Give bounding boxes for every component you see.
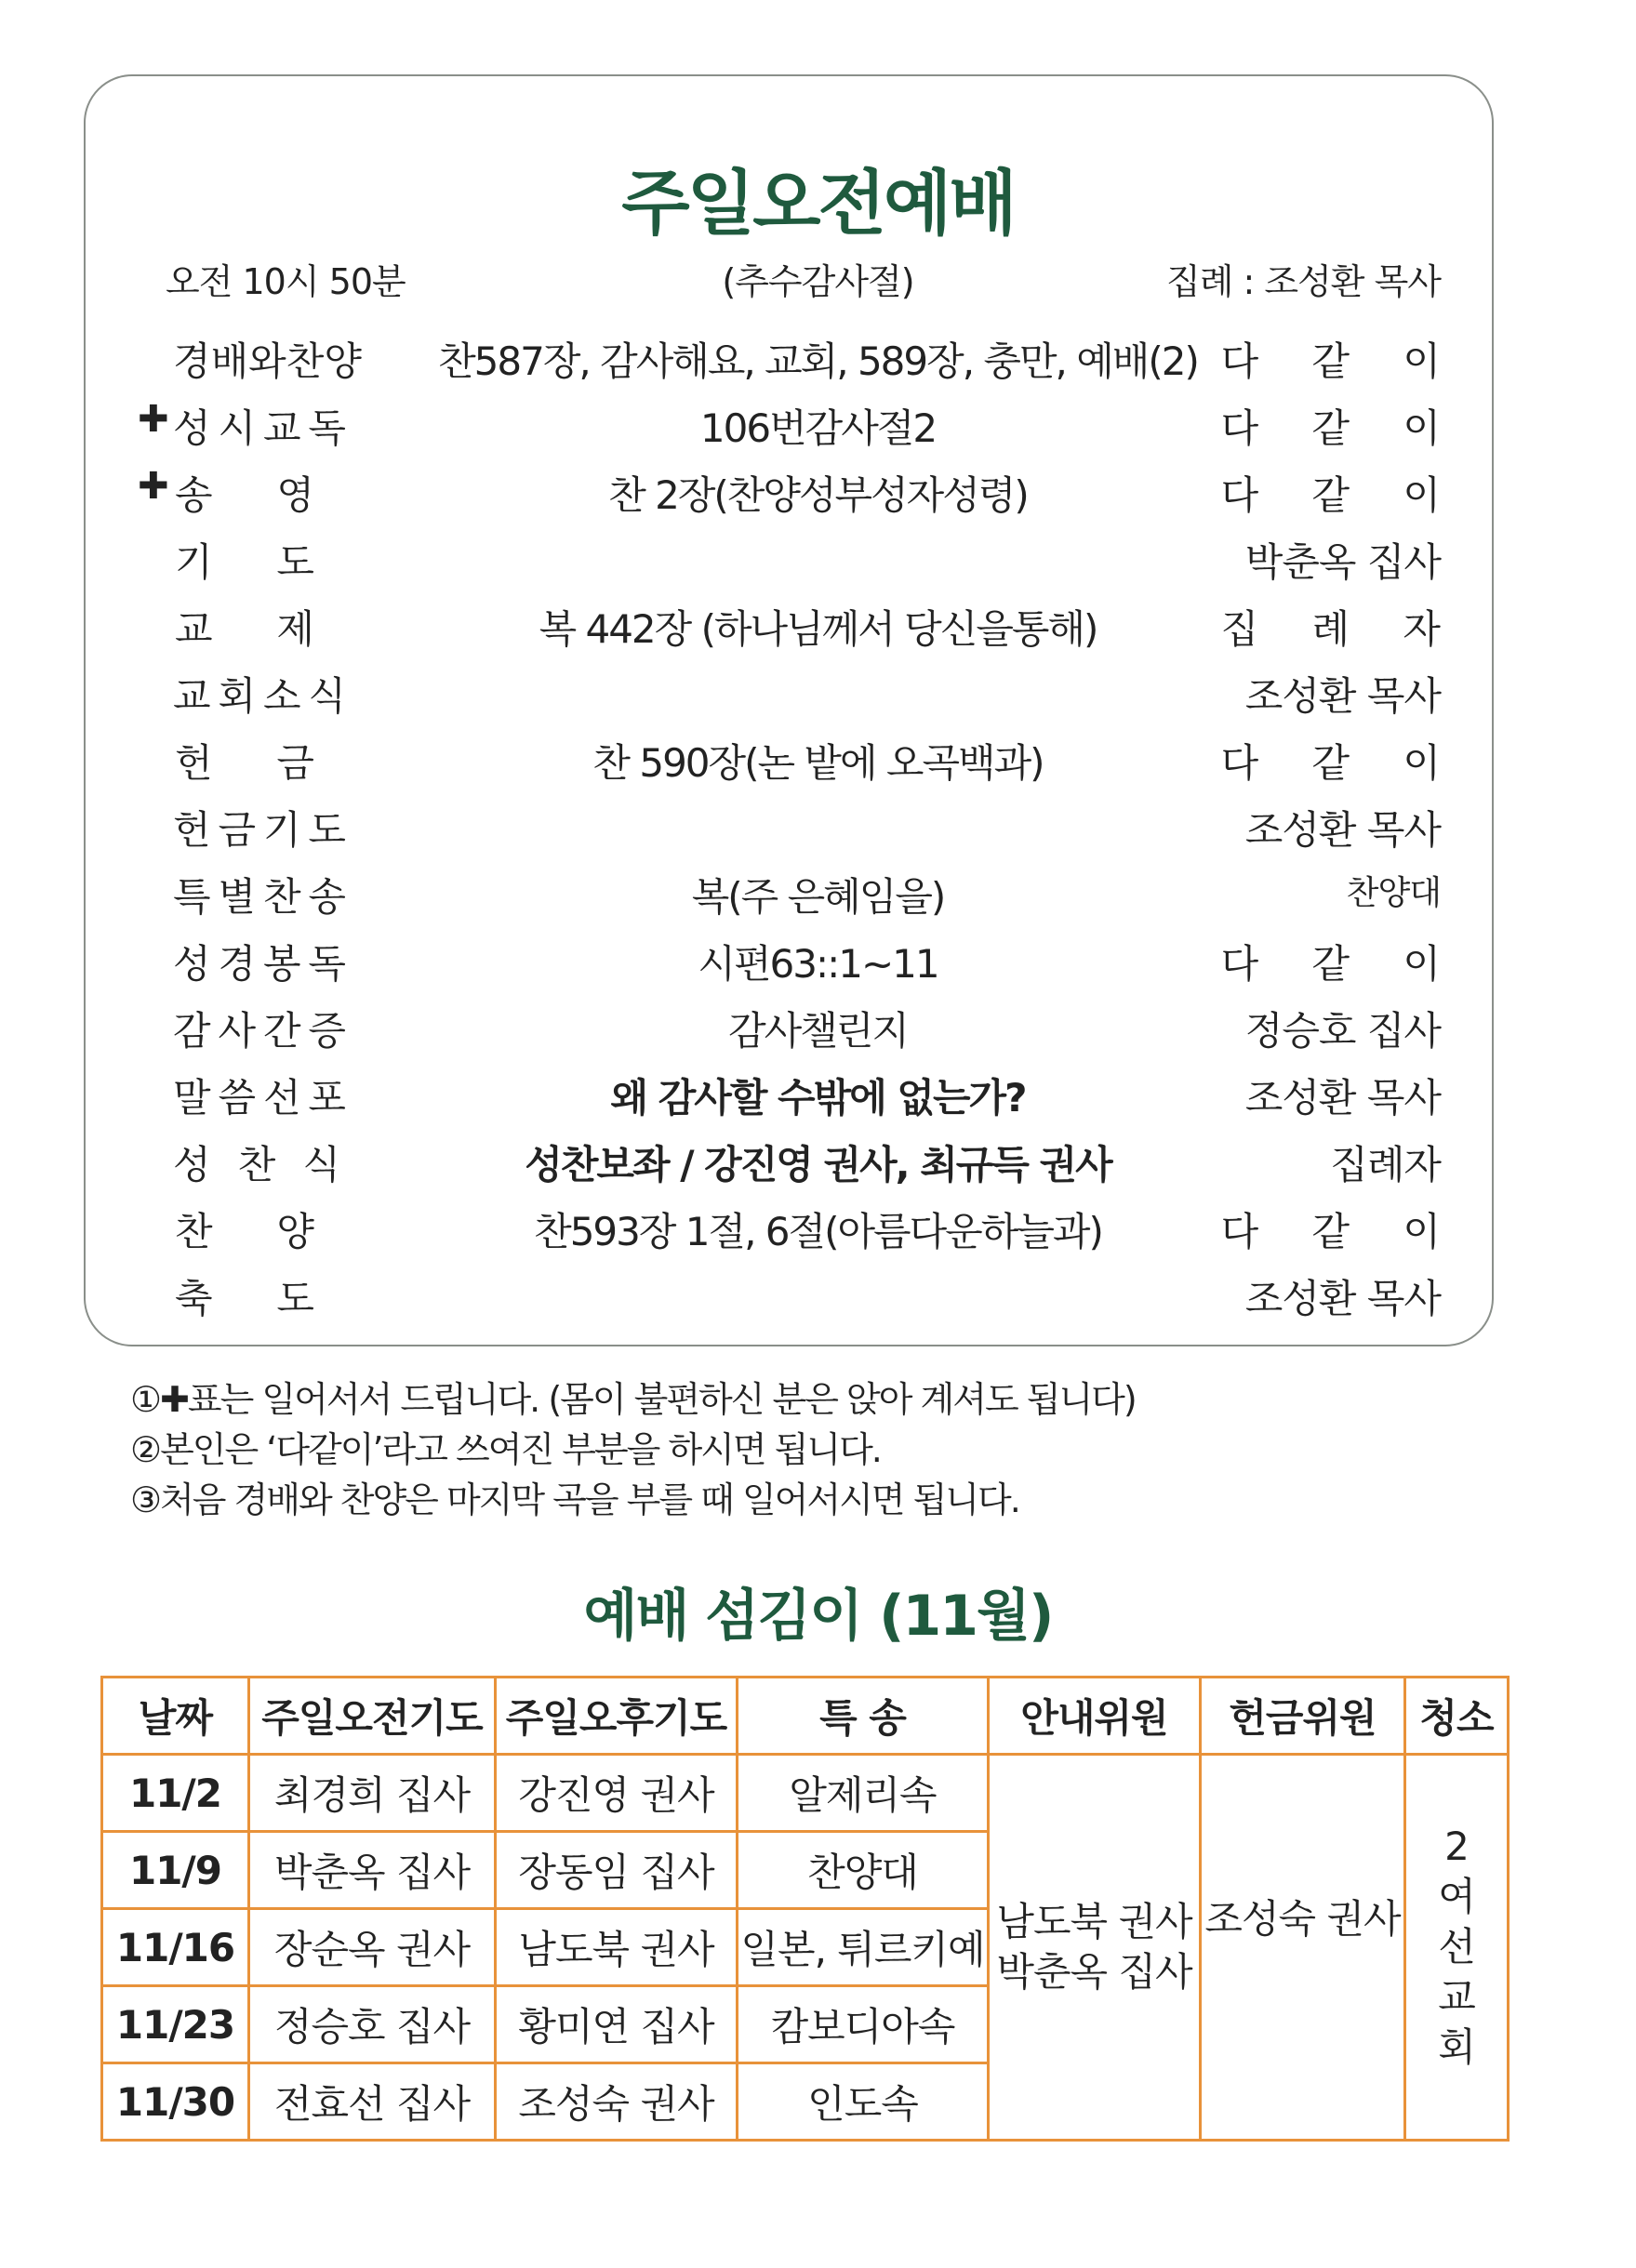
- worship-item-content: 왜 감사할 수밖에 없는가?: [610, 1075, 1026, 1121]
- note-1: [130, 1374, 1136, 1425]
- label-char: 말: [173, 1075, 211, 1121]
- label-char: 감: [173, 1008, 211, 1054]
- cleaning-cell: [1405, 1755, 1509, 2141]
- worship-item-label: [173, 666, 346, 722]
- offering-cell: 조성숙 권사: [1201, 1755, 1405, 2141]
- worship-item-content: 찬 590장(논 밭에 오곡백과): [592, 740, 1044, 786]
- usher-2: 박춘옥 집사: [996, 1949, 1192, 1995]
- date-cell: 11/2: [102, 1755, 249, 1832]
- am-prayer-cell: 전효선 집사: [249, 2063, 496, 2141]
- label-char: 사: [218, 1008, 257, 1054]
- worship-item-row: [0, 666, 1636, 731]
- worship-item-leader: 집례자: [1330, 1142, 1441, 1187]
- label-char: 도: [276, 539, 314, 585]
- worship-item-content: 찬 2장(찬양성부성자성령): [608, 472, 1028, 518]
- worship-item-row: [0, 331, 1636, 396]
- date-cell: 11/9: [102, 1832, 249, 1909]
- header-special-song: 특 송: [738, 1678, 989, 1755]
- cleaning-char: 선: [1438, 1924, 1475, 1970]
- pm-prayer-cell: 강진영 권사: [496, 1755, 738, 1832]
- label-char: 찬: [262, 874, 301, 920]
- worship-item-row: [0, 733, 1636, 798]
- pm-prayer-cell: 황미연 집사: [496, 1986, 738, 2063]
- label-char: 증: [308, 1008, 346, 1054]
- header-ushers: 안내위원: [989, 1678, 1201, 1755]
- worship-item-row: [0, 465, 1636, 530]
- worship-item-label: [175, 1268, 314, 1324]
- header-am-prayer: 주일오전기도: [249, 1678, 496, 1755]
- worship-item-leader: 집 례 자: [1220, 606, 1461, 652]
- label-char: 영: [276, 472, 314, 518]
- am-prayer-cell: 장순옥 권사: [249, 1909, 496, 1986]
- worship-item-content: 시편63::1~11: [698, 941, 938, 987]
- worship-item-leader: 정승호 집사: [1244, 1008, 1441, 1054]
- label-char: 교: [262, 405, 301, 451]
- worship-occasion: (추수감사절): [722, 261, 914, 302]
- worship-item-row: [0, 599, 1636, 664]
- worship-item-row: [0, 532, 1636, 597]
- header-offering: 헌금위원: [1201, 1678, 1405, 1755]
- label-char: 독: [308, 405, 346, 451]
- label-char: 양: [324, 338, 362, 384]
- notes: [130, 1374, 1136, 1525]
- cross-icon: ✚: [160, 1379, 188, 1420]
- label-char: 기: [175, 539, 213, 585]
- label-char: 독: [308, 941, 346, 987]
- label-char: 성: [173, 1142, 211, 1187]
- note-2: ②본인은 ‘다같이’라고 쓰여진 부분을 하시면 됩니다.: [130, 1429, 881, 1470]
- worship-item-content: 복 442장 (하나님께서 당신을통해): [539, 606, 1097, 652]
- worship-item-leader: 조성환 목사: [1244, 807, 1441, 853]
- label-char: 축: [175, 1276, 213, 1321]
- worship-item-leader: 조성환 목사: [1244, 1276, 1441, 1321]
- header-pm-prayer: 주일오후기도: [496, 1678, 738, 1755]
- label-char: 포: [308, 1075, 346, 1121]
- worship-item-label: [175, 532, 314, 588]
- label-char: 금: [276, 740, 314, 786]
- note-1-text: 표는 일어서서 드립니다. (몸이 불편하신 분은 앉아 계셔도 됩니다): [187, 1379, 1136, 1420]
- worship-item-leader: 다 같 이: [1220, 472, 1461, 518]
- servers-title: 예배 섬김이 (11월): [583, 1584, 1053, 1649]
- label-char: 양: [276, 1209, 314, 1254]
- label-char: 회: [218, 673, 257, 719]
- cleaning-char: 교: [1438, 1974, 1475, 2020]
- worship-item-row: [0, 1134, 1636, 1200]
- label-char: 기: [262, 807, 301, 853]
- label-char: 헌: [173, 807, 211, 853]
- label-char: 성: [173, 941, 211, 987]
- label-char: 간: [262, 1008, 301, 1054]
- label-char: 별: [218, 874, 257, 920]
- pm-prayer-cell: 남도북 권사: [496, 1909, 738, 1986]
- label-char: 찬: [237, 1142, 276, 1187]
- usher-1: 남도북 권사: [996, 1899, 1192, 1944]
- special-song-cell: 인도속: [738, 2063, 989, 2141]
- worship-item-content: 복(주 은혜임을): [691, 874, 945, 920]
- worship-item-row: [0, 800, 1636, 865]
- worship-item-content: 찬587장, 감사해요, 교회, 589장, 충만, 예배(2): [438, 338, 1198, 384]
- special-song-cell: 캄보디아속: [738, 1986, 989, 2063]
- worship-item-leader: 조성환 목사: [1244, 1075, 1441, 1121]
- worship-item-content: 감사챌린지: [728, 1008, 908, 1054]
- table-header-row: [102, 1678, 1509, 1755]
- worship-item-leader: 다 같 이: [1220, 740, 1461, 786]
- worship-item-leader: 다 같 이: [1220, 941, 1461, 987]
- label-char: 성: [173, 405, 211, 451]
- worship-title: 주일오전예배: [621, 162, 1015, 245]
- am-prayer-cell: 박춘옥 집사: [249, 1832, 496, 1909]
- header-cleaning: 청소: [1405, 1678, 1509, 1755]
- label-char: 경: [173, 338, 211, 384]
- table-row: [102, 1755, 1509, 1832]
- worship-item-leader: 다 같 이: [1220, 338, 1461, 384]
- label-char: 선: [262, 1075, 301, 1121]
- label-char: 헌: [175, 740, 213, 786]
- worship-item-row: [0, 1001, 1636, 1066]
- worship-item-row: [0, 1068, 1636, 1133]
- pm-prayer-cell: 장동임 집사: [496, 1832, 738, 1909]
- cleaning-char: 회: [1438, 2024, 1475, 2070]
- label-char: 제: [276, 606, 314, 652]
- label-char: 봉: [262, 941, 301, 987]
- servers-table: [100, 1676, 1510, 2142]
- ushers-cell: [989, 1755, 1201, 2141]
- special-song-cell: 찬양대: [738, 1832, 989, 1909]
- pm-prayer-cell: 조성숙 권사: [496, 2063, 738, 2141]
- cross-icon: ✚: [138, 398, 169, 441]
- label-char: 도: [276, 1276, 314, 1321]
- special-song-cell: 일본, 튀르키예: [738, 1909, 989, 1986]
- label-char: 찬: [286, 338, 325, 384]
- worship-item-leader: 다 같 이: [1220, 405, 1461, 451]
- cross-icon: ✚: [138, 465, 169, 508]
- worship-time: 오전 10시 50분: [166, 261, 406, 302]
- label-char: 식: [302, 1142, 340, 1187]
- worship-item-row: [0, 867, 1636, 932]
- worship-presider: 집례 : 조성환 목사: [1166, 261, 1441, 302]
- worship-item-content: 성찬보좌 / 강진영 권사, 최규득 권사: [525, 1142, 1111, 1187]
- special-song-cell: 알제리속: [738, 1755, 989, 1832]
- label-char: 송: [308, 874, 346, 920]
- label-char: 교: [175, 606, 213, 652]
- label-char: 특: [173, 874, 211, 920]
- label-char: 송: [175, 472, 213, 518]
- am-prayer-cell: 정승호 집사: [249, 1986, 496, 2063]
- worship-item-leader: 조성환 목사: [1244, 673, 1441, 719]
- label-char: 찬: [175, 1209, 213, 1254]
- worship-item-row: [0, 1268, 1636, 1333]
- worship-item-label: [173, 800, 346, 855]
- worship-item-leader: 박춘옥 집사: [1244, 539, 1441, 585]
- worship-item-row: [0, 1201, 1636, 1267]
- date-cell: 11/30: [102, 2063, 249, 2141]
- worship-item-content: 106번감사절2: [699, 405, 937, 451]
- label-char: 와: [248, 338, 286, 384]
- cleaning-char: 2: [1444, 1824, 1469, 1869]
- label-char: 도: [308, 807, 346, 853]
- label-char: 씀: [218, 1075, 257, 1121]
- worship-item-row: [0, 398, 1636, 463]
- worship-item-row: [0, 934, 1636, 999]
- note-3: ③처음 경배와 찬양은 마지막 곡을 부를 때 일어서시면 됩니다.: [130, 1479, 1019, 1520]
- label-char: 경: [218, 941, 257, 987]
- note-1-number: ①: [130, 1379, 161, 1420]
- worship-item-content: 찬593장 1절, 6절(아름다운하늘과): [534, 1209, 1102, 1254]
- am-prayer-cell: 최경희 집사: [249, 1755, 496, 1832]
- label-char: 금: [218, 807, 257, 853]
- label-char: 교: [173, 673, 211, 719]
- label-char: 배: [210, 338, 249, 384]
- label-char: 식: [308, 673, 346, 719]
- date-cell: 11/16: [102, 1909, 249, 1986]
- label-char: 소: [262, 673, 301, 719]
- header-date: 날짜: [102, 1678, 249, 1755]
- worship-item-leader: 다 같 이: [1220, 1209, 1461, 1254]
- worship-item-leader: 찬양대: [1346, 874, 1441, 912]
- label-char: 시: [218, 405, 257, 451]
- cleaning-char: 여: [1438, 1874, 1475, 1919]
- date-cell: 11/23: [102, 1986, 249, 2063]
